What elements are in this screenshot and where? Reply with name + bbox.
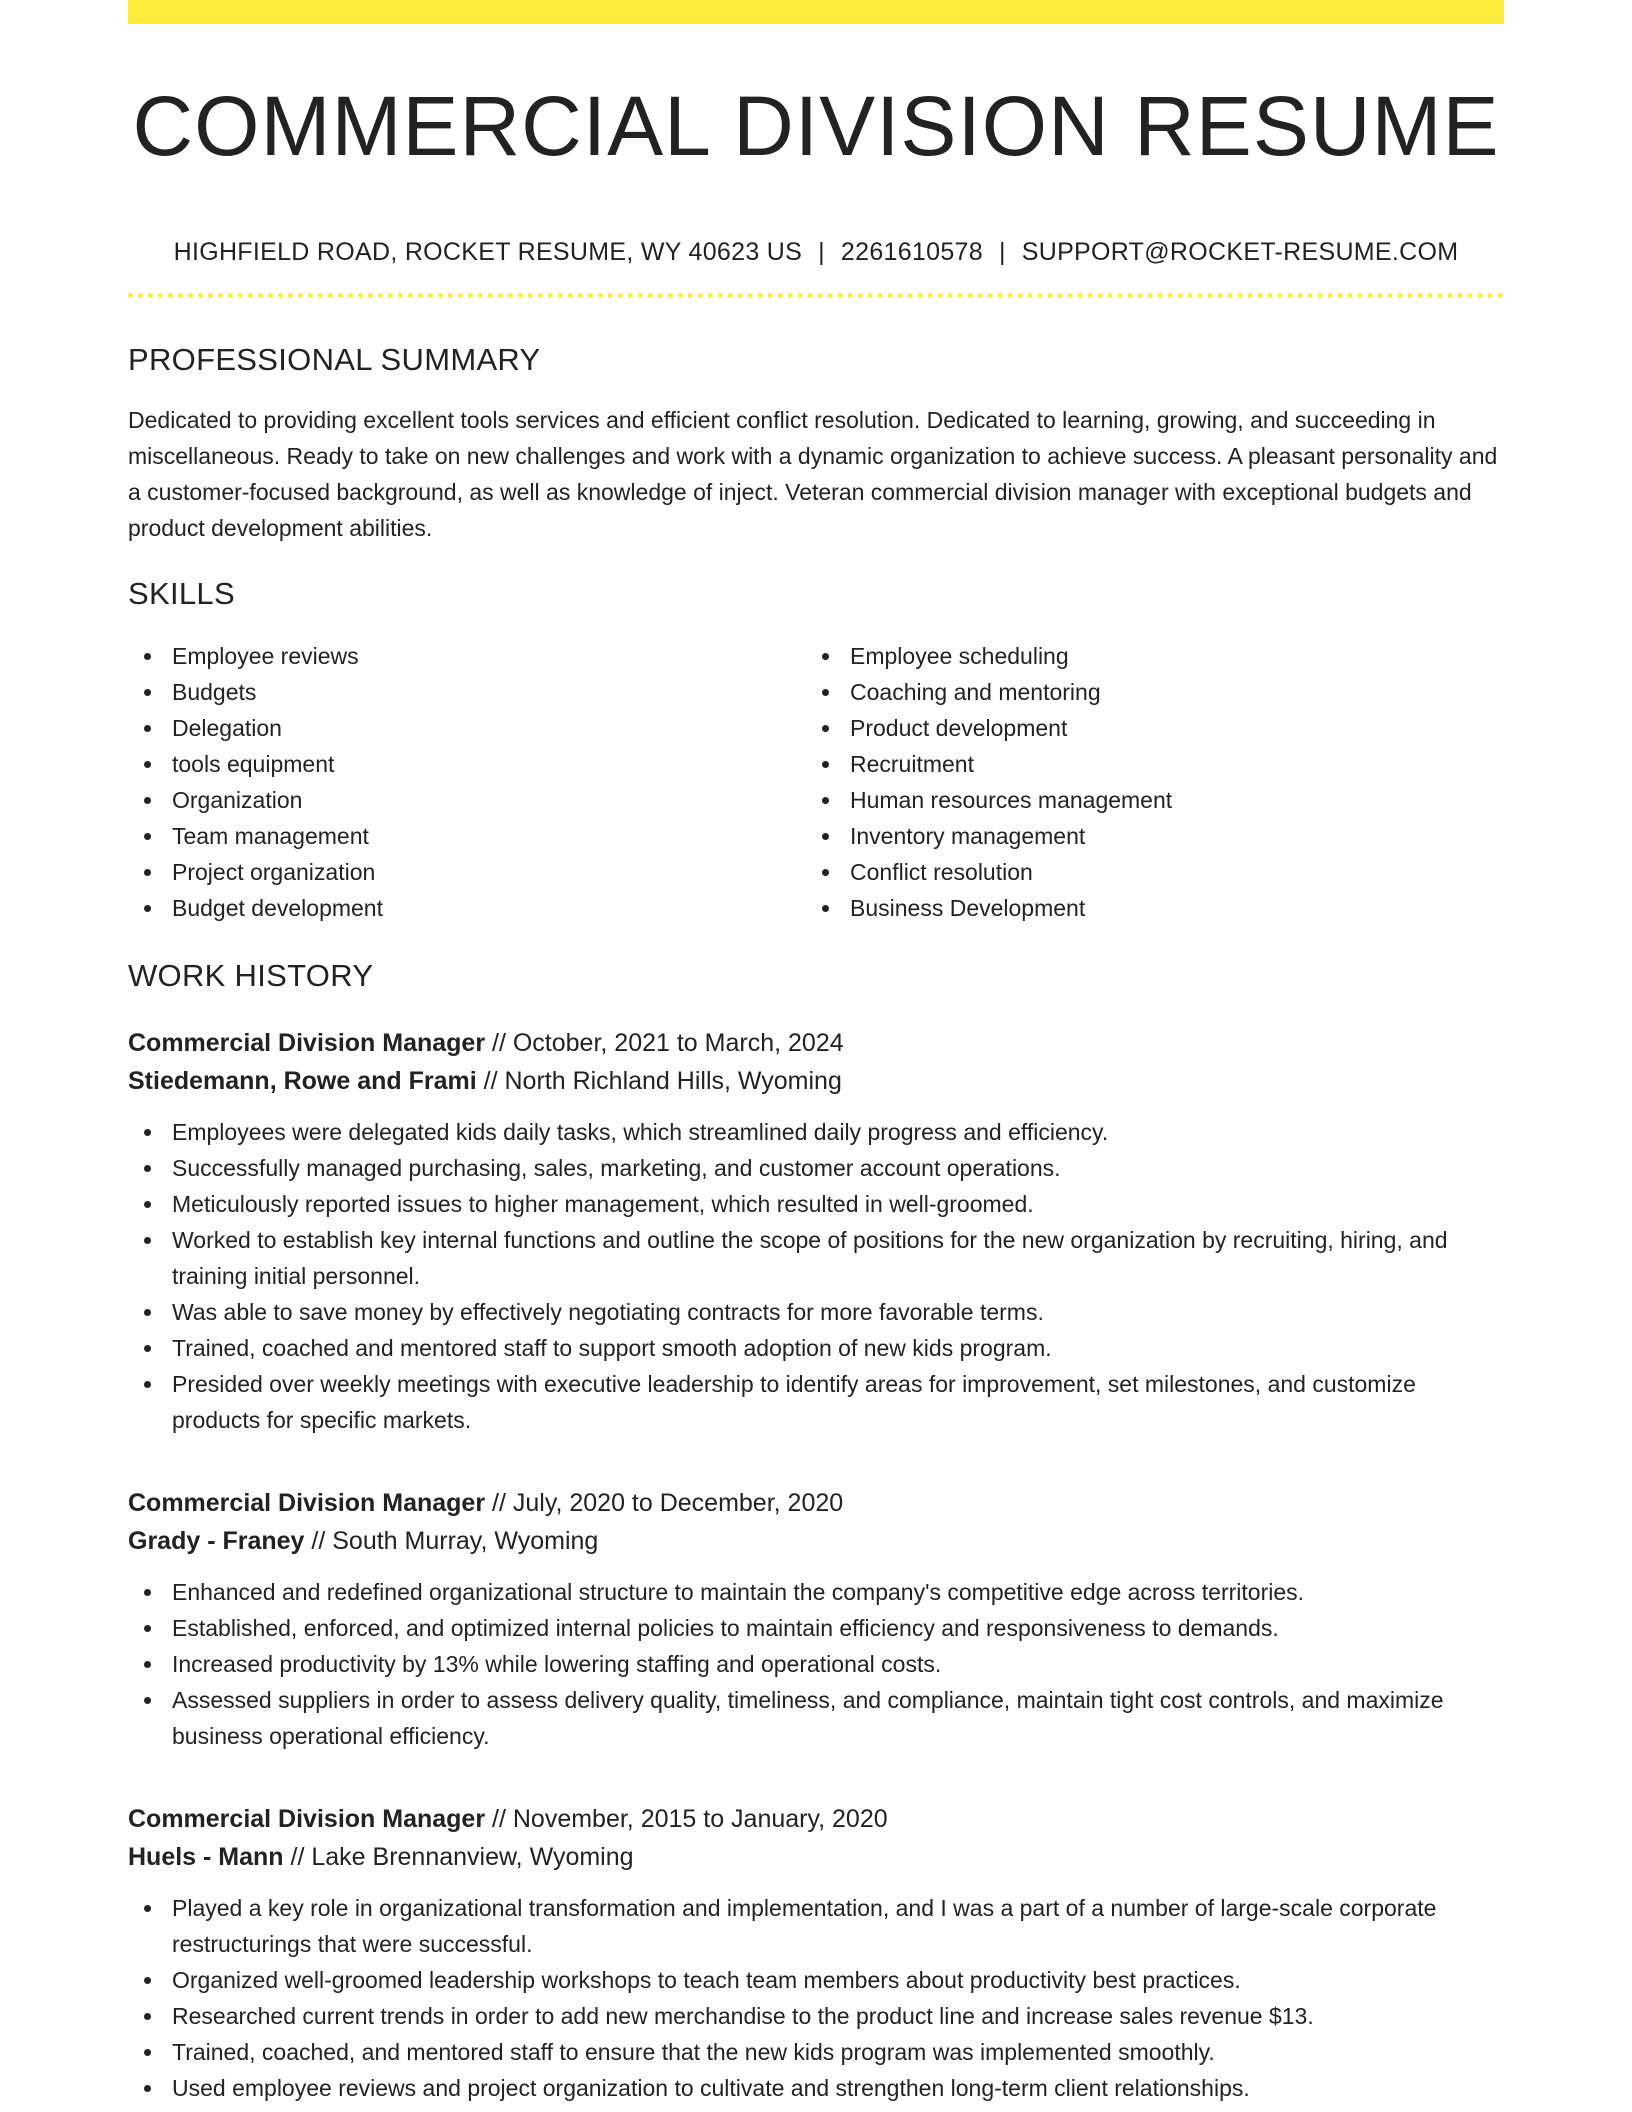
work-history-list [128,1024,1504,2106]
skill-item: Coaching and mentoring [806,674,1484,710]
summary-text: Dedicated to providing excellent tools services and efficient conflict resolution. Dedicated to learning, growing, and succeeding in miscellaneous. Ready to take on new challenges and work with a dynamic organization to achieve success. A pleasant personality and a customer-focused background, as well as knowledge of inject. Veteran commercial division manager with exceptional budgets and product development abilities. [128,407,1498,541]
job-location: Lake Brennanview, Wyoming [311,1843,634,1871]
skill-item: Project organization [128,854,806,890]
summary-heading: PROFESSIONAL SUMMARY [128,342,541,377]
contact-separator: | [998,238,1006,266]
job-title-line [128,1800,1504,1838]
job-bullets [128,1890,1504,2106]
skill-item: Human resources management [806,782,1484,818]
skill-item: Business Development [806,890,1484,926]
skills-column-left [128,638,806,926]
skill-item: Employee reviews [128,638,806,674]
skill-item: Delegation [128,710,806,746]
skill-item: Budgets [128,674,806,710]
skill-item: Employee scheduling [806,638,1484,674]
job-bullet: Employees were delegated kids daily tasks, which streamlined daily progress and efficiency. [128,1114,1504,1150]
skill-item: Budget development [128,890,806,926]
skills-column-right [806,638,1484,926]
job-company-line [128,1838,1504,1876]
job-dates: October, 2021 to March, 2024 [512,1029,844,1057]
job-bullet: Established, enforced, and optimized internal policies to maintain efficiency and responsiveness to demands. [128,1610,1504,1646]
skills-heading: SKILLS [128,576,235,611]
job-role: Commercial Division Manager [128,1805,486,1833]
job-entry [128,1484,1504,1754]
skill-item: tools equipment [128,746,806,782]
job-bullets [128,1574,1504,1754]
job-company: Grady - Franey [128,1527,305,1555]
contact-email: SUPPORT@ROCKET-RESUME.COM [1021,238,1459,266]
accent-top-bar [128,0,1504,24]
job-bullet: Trained, coached and mentored staff to support smooth adoption of new kids program. [128,1330,1504,1366]
job-separator: // [283,1843,312,1871]
job-bullet: Was able to save money by effectively negotiating contracts for more favorable terms. [128,1294,1504,1330]
job-bullet: Successfully managed purchasing, sales, marketing, and customer account operations. [128,1150,1504,1186]
contact-phone: 2261610578 [840,238,983,266]
job-bullet: Used employee reviews and project organization to cultivate and strengthen long-term client relationships. [128,2070,1504,2106]
resume-page [128,0,1504,2106]
skill-item: Team management [128,818,806,854]
skill-item: Product development [806,710,1484,746]
skill-item: Organization [128,782,806,818]
skill-item: Inventory management [806,818,1484,854]
job-entry [128,1800,1504,2106]
job-separator: // [485,1489,513,1517]
job-bullet: Presided over weekly meetings with executive leadership to identify areas for improvement, set milestones, and customize products for specific markets. [128,1366,1504,1438]
skill-item: Recruitment [806,746,1484,782]
job-title-line [128,1024,1504,1062]
job-entry [128,1024,1504,1438]
job-company: Huels - Mann [128,1843,284,1871]
skill-item: Conflict resolution [806,854,1484,890]
job-title-line [128,1484,1504,1522]
resume-title: COMMERCIAL DIVISION RESUME [132,79,1500,173]
job-bullet: Meticulously reported issues to higher management, which resulted in well-groomed. [128,1186,1504,1222]
job-company: Stiedemann, Rowe and Frami [128,1067,477,1095]
job-bullet: Organized well-groomed leadership workshops to teach team members about productivity best practices. [128,1962,1504,1998]
contact-line [128,238,1504,267]
dotted-divider [128,293,1504,298]
job-location: South Murray, Wyoming [332,1527,599,1555]
job-dates: July, 2020 to December, 2020 [512,1489,844,1517]
job-role: Commercial Division Manager [128,1029,486,1057]
job-dates: November, 2015 to January, 2020 [512,1805,888,1833]
job-bullet: Enhanced and redefined organizational structure to maintain the company's competitive edge across territories. [128,1574,1504,1610]
job-separator: // [476,1067,505,1095]
job-bullet: Worked to establish key internal functions and outline the scope of positions for the new organization by recruiting, hiring, and training initial personnel. [128,1222,1504,1294]
contact-address: HIGHFIELD ROAD, ROCKET RESUME, WY 40623 US [173,238,803,266]
job-separator: // [485,1029,513,1057]
job-bullet: Played a key role in organizational transformation and implementation, and I was a part of a number of large-scale corporate restructurings that were successful. [128,1890,1504,1962]
skills-list [128,638,1504,926]
job-bullet: Trained, coached, and mentored staff to ensure that the new kids program was implemented smoothly. [128,2034,1504,2070]
job-bullet: Increased productivity by 13% while lowering staffing and operational costs. [128,1646,1504,1682]
contact-separator: | [818,238,825,266]
work-history-heading: WORK HISTORY [128,958,374,993]
job-bullets [128,1114,1504,1438]
job-company-line [128,1522,1504,1560]
job-location: North Richland Hills, Wyoming [504,1067,842,1095]
job-separator: // [304,1527,333,1555]
job-company-line [128,1062,1504,1100]
job-role: Commercial Division Manager [128,1489,486,1517]
job-separator: // [485,1805,513,1833]
job-bullet: Researched current trends in order to add new merchandise to the product line and increase sales revenue $13. [128,1998,1504,2034]
job-bullet: Assessed suppliers in order to assess delivery quality, timeliness, and compliance, maintain tight cost controls, and maximize business operational efficiency. [128,1682,1504,1754]
